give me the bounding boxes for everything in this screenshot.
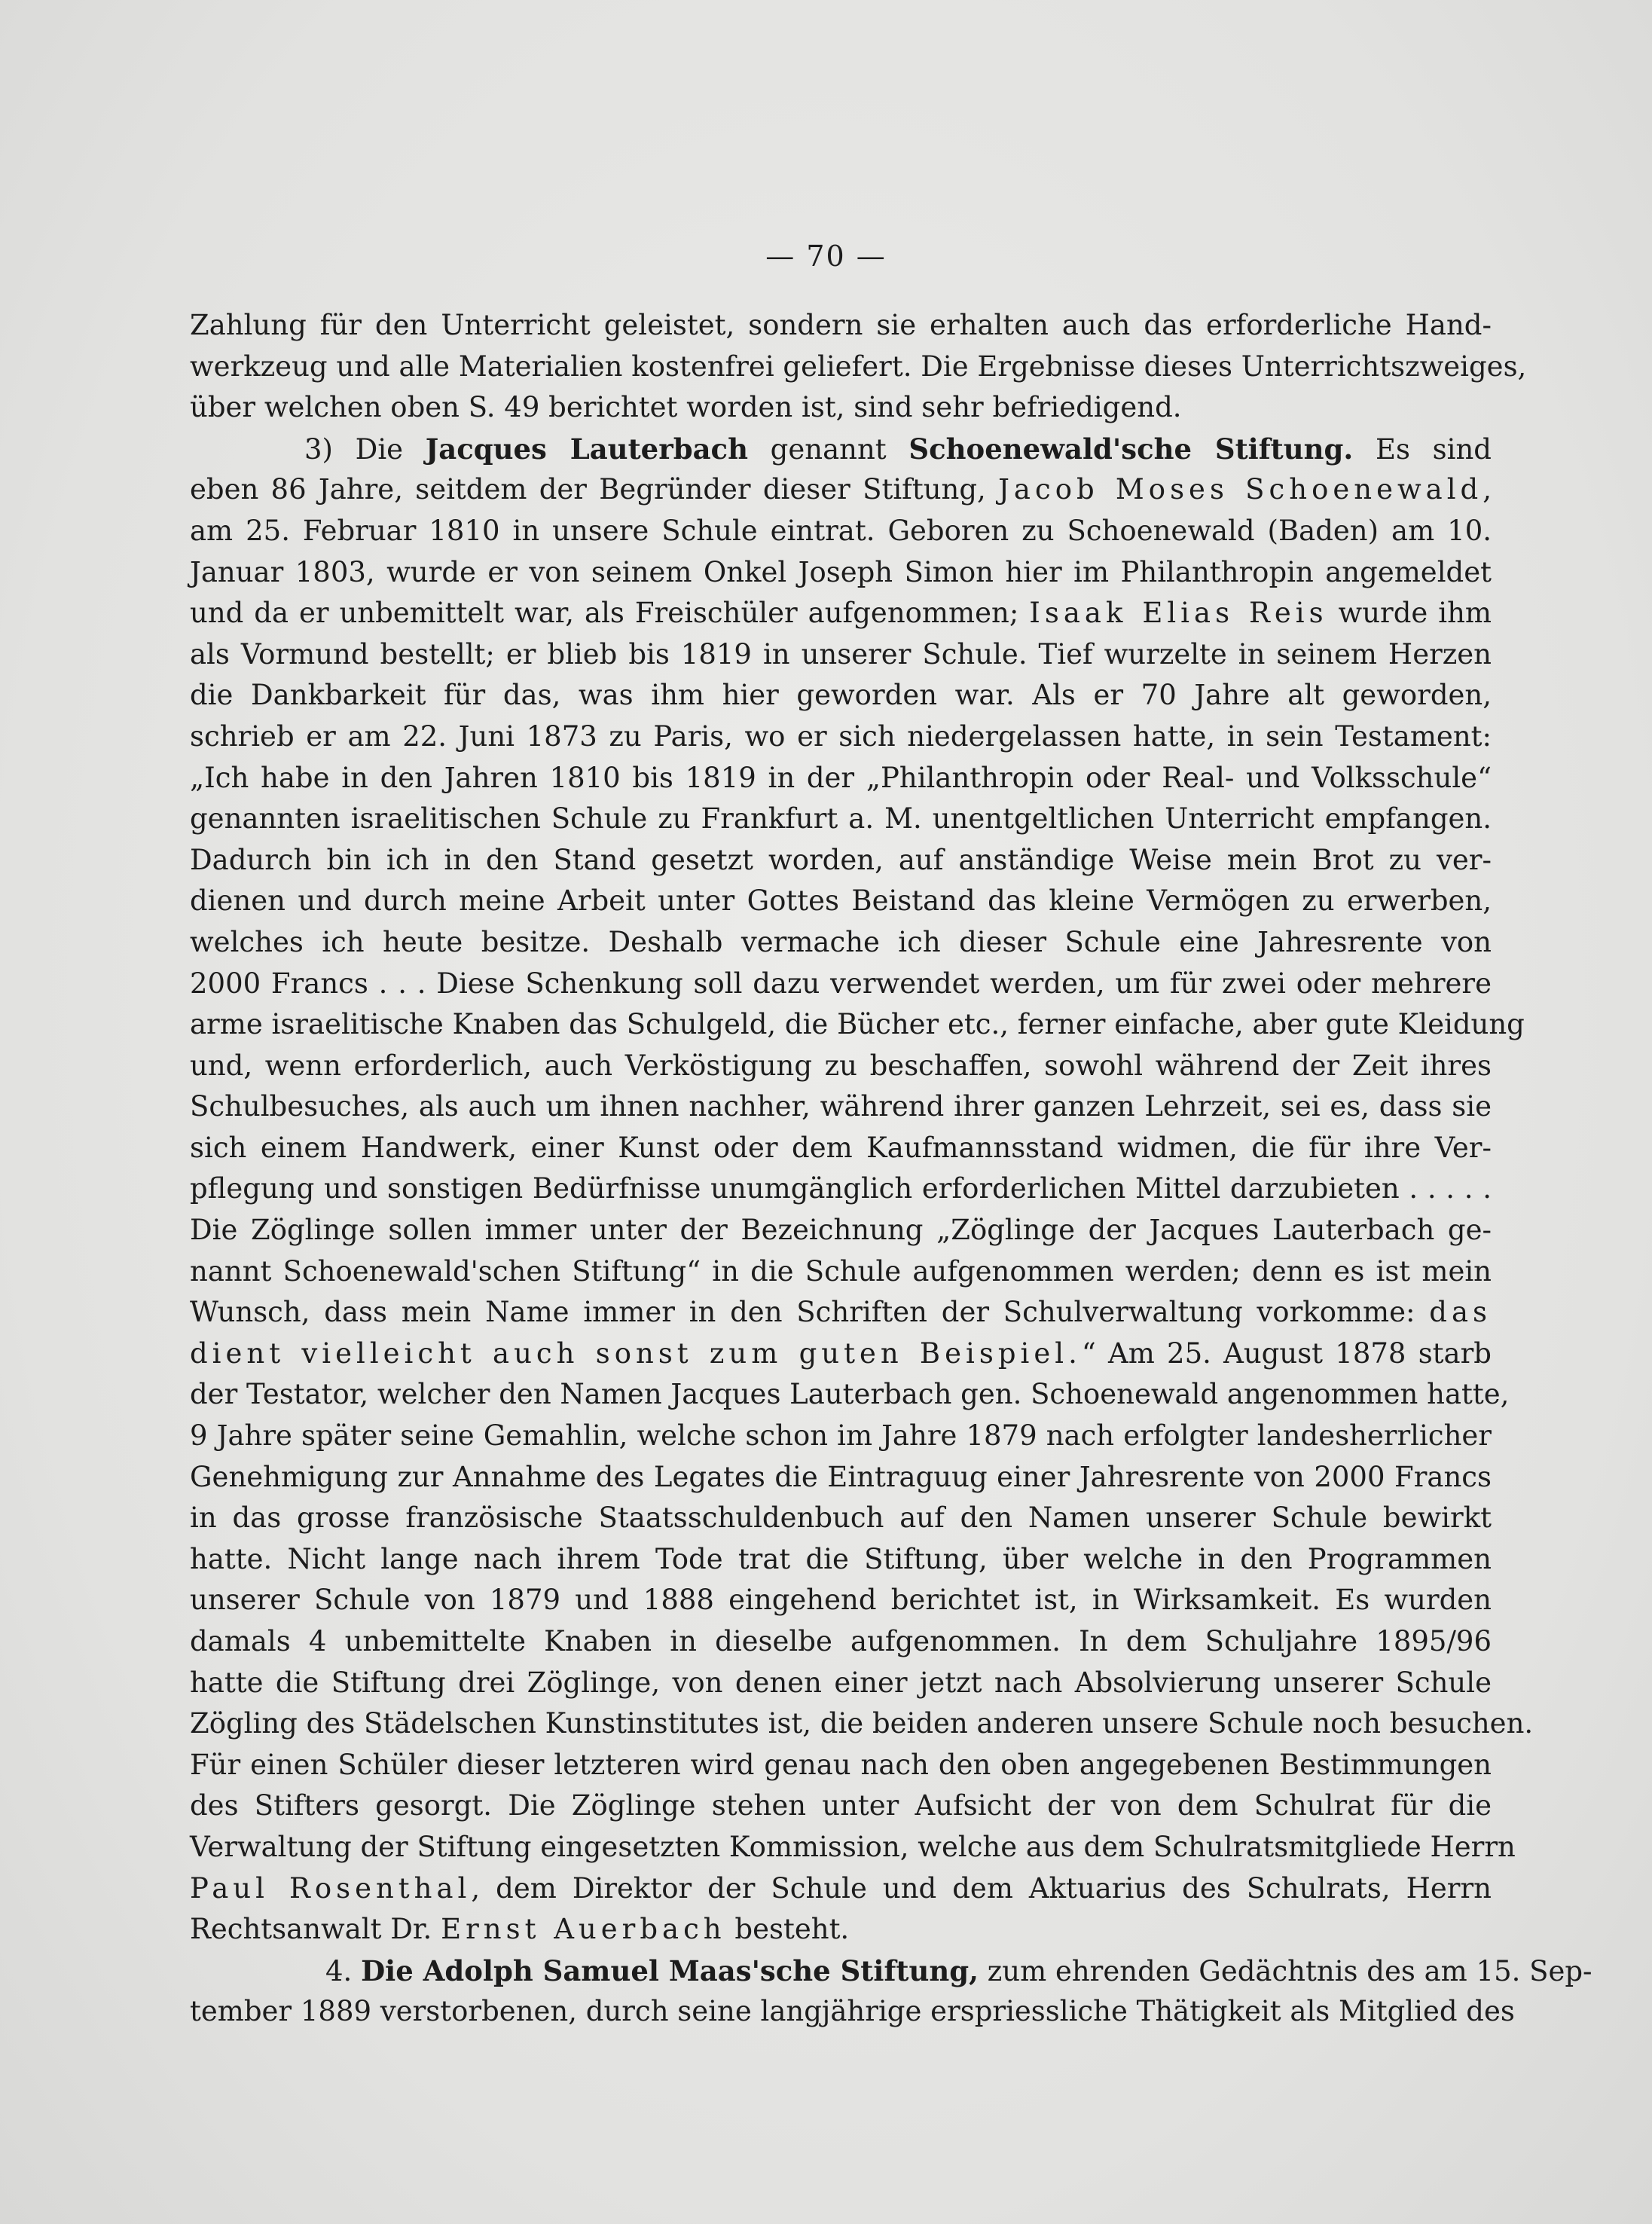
text-span: genannt	[747, 432, 909, 466]
text-span: besteht.	[725, 1913, 850, 1946]
text-line: als Vormund bestellt; er blieb bis 1819 in unserer Schule. Tief wurzelte in seinem Herzen	[190, 637, 1492, 671]
text-span: zum ehrenden Gedächtnis des am 15. Sep-	[979, 1954, 1592, 1987]
text-line: Schulbesuches, als auch um ihnen nachher, während ihrer ganzen Lehrzeit, sei es, dass sie	[190, 1090, 1492, 1123]
page-number: — 70 —	[765, 240, 887, 273]
text-line	[190, 593, 1492, 634]
text-span: wurde ihm	[1327, 597, 1492, 630]
text-line: schrieb er am 22. Juni 1873 zu Paris, wo er sich niedergelassen hatte, in sein Testament:	[190, 719, 1492, 753]
text-line: der Testator, welcher den Namen Jacques Lauterbach gen. Schoenewald angenommen hatte,	[190, 1378, 1510, 1411]
bold-heading-span: Jacques Lauterbach	[425, 432, 748, 466]
text-span: Wunsch, dass mein Name immer in den Schriften der Schulverwaltung vorkomme:	[190, 1296, 1430, 1329]
text-line: pflegung und sonstigen Bedürfnisse unumgänglich erforderlichen Mittel darzubieten . . . . .	[190, 1172, 1492, 1205]
spaced-name-span: das	[1429, 1296, 1492, 1329]
text-line: welches ich heute besitze. Deshalb vermache ich dieser Schule eine Jahresrente von	[190, 925, 1492, 958]
text-line: nannt Schoenewald'schen Stiftung“ in die Schule aufgenommen werden; denn es ist mein	[190, 1254, 1492, 1288]
text-line: in das grosse französische Staatsschuldenbuch auf den Namen unserer Schule bewirkt	[190, 1502, 1492, 1535]
text-line	[190, 1333, 1492, 1375]
text-line: über welchen oben S. 49 berichtet worden ist, sind sehr befriedigend.	[190, 391, 1182, 424]
text-line: 9 Jahre später seine Gemahlin, welche schon im Jahre 1879 nach erfolgter landesherrlicher	[190, 1419, 1492, 1453]
text-span: und da er unbemittelt war, als Freischüler aufgenommen;	[190, 597, 1030, 630]
text-line: Für einen Schüler dieser letzteren wird genau nach den oben angegebenen Bestimmungen	[190, 1748, 1492, 1781]
text-line	[190, 1868, 1492, 1910]
text-line: Januar 1803, wurde er von seinem Onkel Joseph Simon hier im Philanthropin angemeldet	[190, 555, 1492, 588]
text-line: tember 1889 verstorbenen, durch seine langjährige erspriessliche Thätigkeit als Mitglied des	[190, 1995, 1515, 2028]
text-span: eben 86 Jahre, seitdem der Begründer dieser Stiftung,	[190, 473, 999, 506]
text-line: „Ich habe in den Jahren 1810 bis 1819 in der „Philanthropin oder Real- und Volksschule“	[190, 761, 1492, 794]
text-span: Rechtsanwalt Dr.	[190, 1913, 441, 1946]
spaced-name-span: Isaak Elias Reis	[1029, 597, 1328, 630]
text-line: werkzeug und alle Materialien kostenfrei geliefert. Die Ergebnisse dieses Unterrichtszweiges,	[190, 350, 1527, 383]
spaced-name-span: Ernst Auerbach	[441, 1913, 726, 1946]
spaced-name-span: dient vielleicht auch sonst zum guten Beispiel.	[190, 1337, 1082, 1370]
spaced-name-span: Paul Rosenthal	[190, 1871, 472, 1905]
body-text	[190, 305, 1592, 2033]
text-span: ,	[1483, 473, 1492, 506]
text-line: damals 4 unbemittelte Knaben in dieselbe aufgenommen. In dem Schuljahre 1895/96	[190, 1625, 1492, 1657]
text-line: und, wenn erforderlich, auch Verköstigung zu beschaffen, sowohl während der Zeit ihres	[190, 1049, 1492, 1082]
text-line	[190, 1909, 1492, 1951]
bold-heading-span: Schoenewald'sche Stiftung.	[908, 432, 1354, 466]
text-line: am 25. Februar 1810 in unsere Schule eintrat. Geboren zu Schoenewald (Baden) am 10.	[190, 514, 1492, 547]
spaced-name-span: Jacob Moses Schoenewald	[998, 473, 1483, 506]
text-line: des Stifters gesorgt. Die Zöglinge stehen unter Aufsicht der von dem Schulrat für die	[190, 1789, 1492, 1822]
text-line: hatte die Stiftung drei Zöglinge, von denen einer jetzt nach Absolvierung unserer Schule	[190, 1666, 1492, 1699]
text-line	[190, 1951, 1592, 1992]
text-line	[190, 429, 1492, 470]
text-line: arme israelitische Knaben das Schulgeld, die Bücher etc., ferner einfache, aber gute Kleidung	[190, 1008, 1525, 1041]
text-line: Die Zöglinge sollen immer unter der Bezeichnung „Zöglinge der Jacques Lauterbach ge-	[190, 1214, 1492, 1247]
text-line: sich einem Handwerk, einer Kunst oder dem Kaufmannsstand widmen, die für ihre Ver-	[190, 1131, 1492, 1164]
text-span: Es sind	[1353, 432, 1492, 466]
text-line: die Dankbarkeit für das, was ihm hier geworden war. Als er 70 Jahre alt geworden,	[190, 679, 1492, 712]
text-span: “ Am 25. August 1878 starb	[1081, 1337, 1492, 1370]
text-line: genannten israelitischen Schule zu Frankfurt a. M. unentgeltlichen Unterricht empfangen.	[190, 802, 1492, 836]
text-line: Zögling des Städelschen Kunstinstitutes ist, die beiden anderen unsere Schule noch besuchen.	[190, 1707, 1534, 1740]
text-span: , dem Direktor der Schule und dem Aktuarius des Schulrats, Herrn	[471, 1871, 1492, 1905]
text-span: 4.	[325, 1954, 362, 1987]
text-line: Verwaltung der Stiftung eingesetzten Kommission, welche aus dem Schulratsmitgliede Herrn	[190, 1830, 1516, 1863]
text-line: Genehmigung zur Annahme des Legates die Eintraguug einer Jahresrente von 2000 Francs	[190, 1460, 1492, 1493]
text-line: dienen und durch meine Arbeit unter Gottes Beistand das kleine Vermögen zu erwerben,	[190, 884, 1492, 918]
text-line: hatte. Nicht lange nach ihrem Tode trat die Stiftung, über welche in den Programmen	[190, 1542, 1492, 1575]
text-line	[190, 1292, 1492, 1333]
text-line	[190, 469, 1492, 511]
text-line: Dadurch bin ich in den Stand gesetzt worden, auf anständige Weise mein Brot zu ver-	[190, 843, 1492, 876]
text-span: 3) Die	[304, 432, 426, 466]
bold-heading-span: Die Adolph Samuel Maas'sche Stiftung,	[361, 1954, 979, 1987]
text-line: unserer Schule von 1879 und 1888 eingehend berichtet ist, in Wirksamkeit. Es wurden	[190, 1584, 1492, 1617]
text-line: 2000 Francs . . . Diese Schenkung soll dazu verwendet werden, um für zwei oder mehrere	[190, 967, 1492, 1000]
text-line: Zahlung für den Unterricht geleistet, sondern sie erhalten auch das erforderliche Hand-	[190, 309, 1492, 341]
